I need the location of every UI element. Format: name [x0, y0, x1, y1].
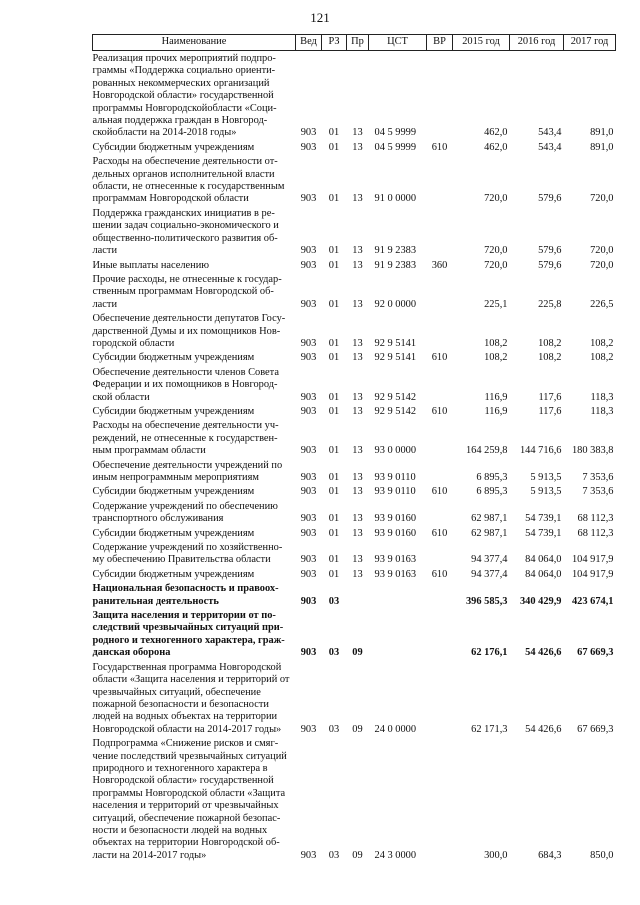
- cell-vr: 360: [431, 259, 448, 271]
- cell-2017: 118,3: [590, 405, 614, 417]
- table-body: [93, 51, 616, 863]
- cell-vr: [427, 581, 453, 608]
- cell-2015: 94 377,4: [471, 554, 508, 566]
- table-row: [93, 206, 616, 258]
- cell-2017: 891,0: [590, 127, 614, 139]
- cell-2015: 225,1: [484, 298, 508, 310]
- cell-vr: [427, 311, 453, 350]
- cell-2015: 462,0: [484, 141, 508, 153]
- cell-ved: 903: [300, 405, 317, 417]
- cell-rz: 01: [328, 391, 340, 403]
- cell-pr: 13: [352, 127, 363, 139]
- cell-rz: 01: [328, 527, 340, 539]
- table-row: [93, 567, 616, 581]
- cell-2015: 94 377,4: [471, 568, 508, 580]
- cell-name: Прочие расходы, не отнесенные к государ-ственным программам Новгородской об-ласти: [92, 273, 282, 310]
- col-header-ved: Вед: [296, 35, 322, 51]
- table-row: [93, 484, 616, 498]
- col-header-pr: Пр: [347, 35, 369, 51]
- cell-ved: 903: [300, 352, 317, 364]
- page-number: 121: [310, 10, 330, 25]
- cell-rz: 03: [328, 849, 340, 861]
- cell-2016: 54 739,1: [525, 513, 562, 525]
- cell-cst: 93 9 0163: [374, 568, 417, 580]
- cell-2016: 543,4: [538, 141, 562, 153]
- cell-2017: 7 353,6: [582, 472, 614, 483]
- cell-2017: 850,0: [590, 849, 614, 861]
- cell-2017: 67 669,3: [577, 647, 614, 659]
- cell-name: Подпрограмма «Снижение рисков и смяг-чение последствий чрезвычайных ситуаций природного и техногенного характера в Новгородской области» государственной программы Новгородской области «Защита населения и территорий от чрезвычайных ситуаций, обеспечение пожарной безопас-ности и безопасности людей на водных объектах на территории Новгородской об-ласти на 2014-2017 годы»: [92, 738, 287, 861]
- cell-vr: 610: [431, 405, 448, 417]
- cell-pr: 13: [352, 337, 363, 349]
- cell-2015: 108,2: [484, 352, 508, 364]
- cell-vr: 610: [431, 568, 448, 580]
- cell-pr: 09: [352, 647, 363, 659]
- cell-2017: 423 674,1: [571, 595, 614, 607]
- cell-pr: 13: [352, 259, 363, 271]
- cell-rz: 01: [328, 513, 340, 525]
- table-row: [93, 154, 616, 206]
- cell-cst: 93 9 0160: [374, 527, 417, 539]
- col-header-cst: ЦСТ: [369, 35, 427, 51]
- cell-2015: 720,0: [484, 193, 508, 205]
- cell-cst: [369, 608, 427, 660]
- cell-2015: 720,0: [484, 259, 508, 271]
- cell-rz: 01: [328, 337, 340, 349]
- cell-ved: 903: [300, 849, 317, 861]
- table-row: [93, 581, 616, 608]
- cell-2015: 108,2: [484, 337, 508, 349]
- cell-2017: 104 917,9: [571, 568, 614, 580]
- cell-rz: 01: [328, 352, 340, 364]
- cell-vr: [427, 154, 453, 206]
- cell-cst: 93 9 0110: [374, 486, 416, 498]
- cell-2015: 462,0: [484, 127, 508, 139]
- cell-ved: 903: [300, 141, 317, 153]
- cell-pr: 13: [352, 445, 363, 457]
- cell-2016: 543,4: [538, 127, 562, 139]
- table-row: [93, 418, 616, 457]
- cell-ved: 903: [300, 486, 317, 498]
- cell-pr: 13: [352, 554, 363, 566]
- table-row: [93, 736, 616, 862]
- cell-vr: [427, 206, 453, 258]
- cell-rz: 01: [328, 472, 340, 483]
- cell-ved: 903: [300, 445, 317, 457]
- cell-2016: 340 429,9: [519, 595, 562, 607]
- table-row: [93, 272, 616, 311]
- cell-2016: 5 913,5: [530, 472, 562, 483]
- cell-name: Субсидии бюджетным учреждениям: [92, 568, 255, 580]
- cell-cst: [369, 581, 427, 608]
- cell-pr: 13: [352, 352, 363, 364]
- table-row: [93, 51, 616, 140]
- cell-ved: 903: [300, 298, 317, 310]
- col-header-2015: 2015 год: [453, 35, 510, 51]
- cell-rz: 01: [328, 445, 340, 457]
- cell-pr: 13: [352, 193, 363, 205]
- table-row: [93, 499, 616, 526]
- cell-pr: 09: [352, 723, 363, 735]
- cell-rz: 01: [328, 298, 340, 310]
- table-row: [93, 140, 616, 154]
- cell-cst: 92 0 0000: [374, 298, 417, 310]
- table-row: [93, 608, 616, 660]
- cell-cst: 91 9 2383: [374, 245, 417, 257]
- cell-cst: 93 9 0160: [374, 513, 417, 525]
- cell-ved: 903: [300, 595, 317, 607]
- cell-cst: 93 0 0000: [374, 445, 417, 457]
- table-row: [93, 526, 616, 540]
- cell-pr: 13: [352, 141, 363, 153]
- cell-name: Реализация прочих мероприятий подпро-граммы «Поддержка социально ориенти-рованных некоммерческих организаций Новгородской области» государственной программы Новгородскойобласти «Соци-альная поддержка граждан в Новгород-скойобласти на 2014-2018 годы»: [92, 53, 277, 139]
- cell-2017: 891,0: [590, 141, 614, 153]
- cell-cst: 24 3 0000: [374, 849, 417, 861]
- cell-vr: 610: [431, 527, 448, 539]
- cell-2017: 68 112,3: [577, 513, 614, 525]
- cell-cst: 92 9 5142: [374, 405, 417, 417]
- cell-2017: 67 669,3: [577, 723, 614, 735]
- cell-2015: 6 895,3: [476, 486, 508, 498]
- cell-2016: 84 064,0: [525, 554, 562, 566]
- cell-2016: 5 913,5: [530, 486, 562, 498]
- cell-name: Расходы на обеспечение деятельности уч-реждений, не отнесенные к государствен-ным программам области: [92, 420, 279, 457]
- cell-rz: 03: [328, 723, 340, 735]
- cell-vr: 610: [431, 141, 448, 153]
- cell-rz: 01: [328, 193, 340, 205]
- cell-name: Содержание учреждений по обеспечению транспортного обслуживания: [92, 500, 278, 525]
- cell-2016: 117,6: [538, 405, 562, 417]
- cell-pr: 09: [352, 849, 363, 861]
- cell-cst: 92 9 5141: [374, 352, 417, 364]
- cell-name: Иные выплаты населению: [92, 259, 210, 271]
- cell-2016: 84 064,0: [525, 568, 562, 580]
- cell-2016: 684,3: [538, 849, 562, 861]
- cell-2016: 579,6: [538, 245, 562, 257]
- cell-cst: 93 9 0163: [374, 554, 417, 566]
- table-row: [93, 540, 616, 567]
- cell-pr: 13: [352, 486, 363, 498]
- cell-vr: [427, 608, 453, 660]
- cell-2015: 62 171,3: [471, 723, 508, 735]
- cell-ved: 903: [300, 193, 317, 205]
- cell-ved: 903: [300, 472, 317, 483]
- cell-vr: 610: [431, 486, 448, 498]
- cell-pr: 13: [352, 298, 363, 310]
- cell-2015: 396 585,3: [465, 595, 508, 607]
- cell-ved: 903: [300, 391, 317, 403]
- col-header-vr: ВР: [427, 35, 453, 51]
- cell-name: Национальная безопасность и правоох-ранительная деятельность: [92, 583, 279, 607]
- cell-2017: 720,0: [590, 259, 614, 271]
- cell-ved: 903: [300, 513, 317, 525]
- table-row: [93, 350, 616, 364]
- cell-2017: 720,0: [590, 193, 614, 205]
- cell-2016: 579,6: [538, 259, 562, 271]
- cell-rz: 03: [328, 595, 340, 607]
- cell-2017: 108,2: [590, 352, 614, 364]
- table-row: [93, 458, 616, 485]
- cell-rz: 01: [328, 568, 340, 580]
- cell-2016: 144 716,6: [519, 445, 562, 457]
- cell-name: Субсидии бюджетным учреждениям: [92, 141, 255, 153]
- cell-rz: 01: [328, 405, 340, 417]
- cell-name: Государственная программа Новгородской области «Защита населения и территорий от чрезвычайных ситуаций, обеспечение пожарной безопасности и безопасности людей на водных объектах на территории Новгородской области на 2014-2017 годы»: [92, 661, 290, 735]
- cell-2016: 54 426,6: [525, 647, 562, 659]
- col-header-name: Наименование: [93, 35, 296, 51]
- cell-ved: 903: [300, 259, 317, 271]
- cell-ved: 903: [300, 647, 317, 659]
- cell-2017: 108,2: [590, 337, 614, 349]
- cell-name: Обеспечение деятельности учреждений по иным непрограммным мероприятиям: [92, 459, 283, 483]
- cell-pr: 13: [352, 568, 363, 580]
- cell-vr: [427, 736, 453, 862]
- cell-rz: 01: [328, 245, 340, 257]
- cell-name: Обеспечение деятельности депутатов Госу-дарственной Думы и их помощников Нов-городской области: [92, 313, 286, 349]
- col-header-2016: 2016 год: [510, 35, 564, 51]
- cell-vr: [427, 418, 453, 457]
- cell-rz: 01: [328, 141, 340, 153]
- cell-2015: 116,9: [484, 391, 508, 403]
- cell-2015: 720,0: [484, 245, 508, 257]
- cell-name: Защита населения и территории от по-следствий чрезвычайных ситуаций при-родного и техногенного характера, граж-данская оборона: [92, 610, 285, 659]
- cell-2016: 579,6: [538, 193, 562, 205]
- cell-pr: 13: [352, 391, 363, 403]
- table-row: [93, 660, 616, 736]
- cell-2017: 68 112,3: [577, 527, 614, 539]
- cell-rz: 01: [328, 127, 340, 139]
- cell-2015: 164 259,8: [465, 445, 508, 457]
- table-row: [93, 404, 616, 418]
- cell-2016: 225,8: [538, 298, 562, 310]
- cell-2017: 720,0: [590, 245, 614, 257]
- cell-2015: 6 895,3: [476, 472, 508, 483]
- cell-name: Субсидии бюджетным учреждениям: [92, 527, 255, 539]
- cell-cst: 91 0 0000: [374, 193, 417, 205]
- cell-ved: 903: [300, 527, 317, 539]
- cell-2016: 108,2: [538, 337, 562, 349]
- cell-name: Поддержка гражданских инициатив в ре-шении задач социально-экономического и общественно-политического развития об-ласти: [92, 207, 279, 257]
- table-header: [93, 35, 616, 51]
- cell-vr: [427, 51, 453, 140]
- cell-rz: 03: [328, 647, 340, 659]
- cell-cst: 04 5 9999: [374, 127, 417, 139]
- cell-vr: [427, 458, 453, 485]
- cell-2015: 300,0: [484, 849, 508, 861]
- cell-cst: 24 0 0000: [374, 723, 417, 735]
- table-row: [93, 311, 616, 350]
- cell-cst: 92 9 5141: [374, 337, 417, 349]
- cell-vr: [427, 660, 453, 736]
- cell-pr: [347, 581, 369, 608]
- cell-vr: [427, 540, 453, 567]
- cell-2016: 54 739,1: [525, 527, 562, 539]
- cell-2017: 180 383,8: [571, 445, 614, 457]
- cell-cst: 92 9 5142: [374, 391, 417, 403]
- cell-2015: 62 176,1: [471, 647, 508, 659]
- cell-name: Содержание учреждений по хозяйственно-му обеспечению Правительства области: [92, 542, 283, 566]
- cell-2017: 118,3: [590, 391, 614, 403]
- cell-pr: 13: [352, 405, 363, 417]
- cell-pr: 13: [352, 513, 363, 525]
- cell-name: Субсидии бюджетным учреждениям: [92, 352, 255, 364]
- cell-vr: [427, 272, 453, 311]
- cell-ved: 903: [300, 723, 317, 735]
- cell-2017: 7 353,6: [582, 486, 614, 498]
- cell-cst: 91 9 2383: [374, 259, 417, 271]
- cell-2016: 108,2: [538, 352, 562, 364]
- cell-name: Расходы на обеспечение деятельности от-дельных органов исполнительной власти области, не отнесенные к государственным программам Новгородской области: [92, 156, 285, 205]
- cell-2015: 62 987,1: [471, 513, 508, 525]
- cell-rz: 01: [328, 259, 340, 271]
- cell-pr: 13: [352, 527, 363, 539]
- cell-name: Субсидии бюджетным учреждениям: [92, 486, 255, 498]
- col-header-2017: 2017 год: [564, 35, 616, 51]
- cell-pr: 13: [352, 245, 363, 257]
- cell-2017: 226,5: [590, 298, 614, 310]
- cell-ved: 903: [300, 337, 317, 349]
- table-row: [93, 365, 616, 404]
- cell-vr: [427, 365, 453, 404]
- cell-2016: 117,6: [538, 391, 562, 403]
- cell-2015: 62 987,1: [471, 527, 508, 539]
- cell-2016: 54 426,6: [525, 723, 562, 735]
- cell-rz: 01: [328, 554, 340, 566]
- cell-cst: 93 9 0110: [374, 472, 416, 483]
- table-row: [93, 258, 616, 272]
- cell-rz: 01: [328, 486, 340, 498]
- cell-ved: 903: [300, 245, 317, 257]
- cell-name: Субсидии бюджетным учреждениям: [92, 405, 255, 417]
- cell-ved: 903: [300, 127, 317, 139]
- cell-vr: 610: [431, 352, 448, 364]
- cell-ved: 903: [300, 568, 317, 580]
- cell-2015: 116,9: [484, 405, 508, 417]
- cell-cst: 04 5 9999: [374, 141, 417, 153]
- cell-pr: 13: [352, 472, 363, 483]
- budget-table: [92, 34, 616, 862]
- cell-2017: 104 917,9: [571, 554, 614, 566]
- cell-vr: [427, 499, 453, 526]
- cell-ved: 903: [300, 554, 317, 566]
- cell-name: Обеспечение деятельности членов Совета Федерации и их помощников в Новгород-ской области: [92, 366, 279, 403]
- col-header-rz: РЗ: [322, 35, 347, 51]
